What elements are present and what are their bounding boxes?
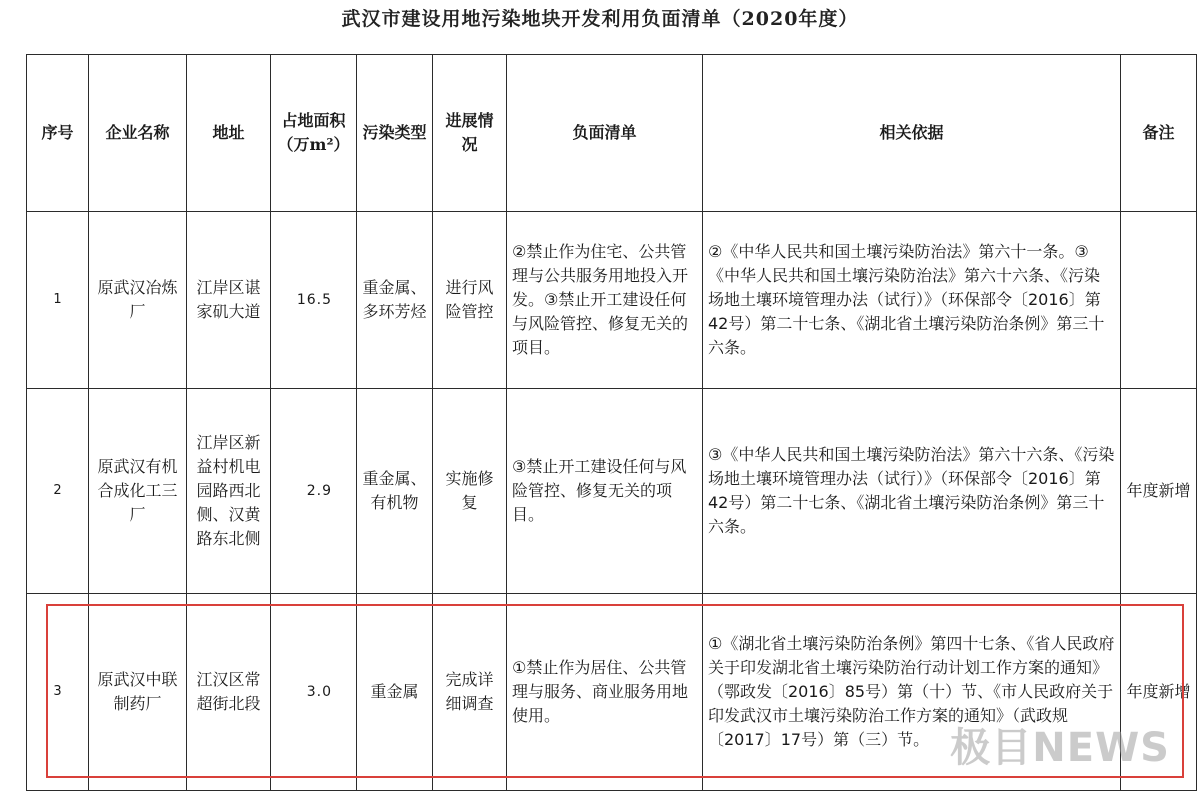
- cell-company: 原武汉有机合成化工三厂: [89, 389, 187, 594]
- cell-area: 16.5: [271, 212, 357, 389]
- cell-progress: 完成详细调查: [433, 594, 507, 791]
- cell-basis: ①《湖北省土壤污染防治条例》第四十七条、《省人民政府关于印发湖北省土壤污染防治行动计划工作方案的通知》（鄂政发〔2016〕85号）第（十）节、《市人民政府关于印发武汉市土壤污染防治工作方案的通知》（武政规〔2017〕17号）第（三）节。: [703, 594, 1121, 791]
- negative-list-table: [26, 54, 1197, 791]
- cell-no: 3: [27, 594, 89, 791]
- cell-company: 原武汉冶炼厂: [89, 212, 187, 389]
- cell-no: 1: [27, 212, 89, 389]
- cell-pollution: 重金属、有机物: [357, 389, 433, 594]
- header-pollution: 污染类型: [357, 55, 433, 212]
- cell-progress: 进行风险管控: [433, 212, 507, 389]
- cell-company: 原武汉中联制药厂: [89, 594, 187, 791]
- cell-negative-list: ②禁止作为住宅、公共管理与公共服务用地投入开发。③禁止开工建设任何与风险管控、修复无关的项目。: [507, 212, 703, 389]
- cell-pollution: 重金属: [357, 594, 433, 791]
- cell-remark: 年度新增: [1121, 594, 1197, 791]
- cell-remark: 年度新增: [1121, 389, 1197, 594]
- table-row: [27, 389, 1197, 594]
- table-row: [27, 212, 1197, 389]
- header-progress: 进展情况: [433, 55, 507, 212]
- cell-progress: 实施修复: [433, 389, 507, 594]
- cell-negative-list: ③禁止开工建设任何与风险管控、修复无关的项目。: [507, 389, 703, 594]
- document-title: 武汉市建设用地污染地块开发利用负面清单（2020年度）: [341, 8, 859, 30]
- header-negative-list: 负面清单: [507, 55, 703, 212]
- cell-address: 江岸区谌家矶大道: [187, 212, 271, 389]
- table-header-row: [27, 55, 1197, 212]
- header-company: 企业名称: [89, 55, 187, 212]
- cell-basis: ③《中华人民共和国土壤污染防治法》第六十六条、《污染场地土壤环境管理办法（试行）》（环保部令〔2016〕第42号）第二十七条、《湖北省土壤污染防治条例》第三十六条。: [703, 389, 1121, 594]
- header-area: 占地面积（万m²）: [271, 55, 357, 212]
- header-address: 地址: [187, 55, 271, 212]
- cell-address: 江岸区新益村机电园路西北侧、汉黄路东北侧: [187, 389, 271, 594]
- cell-area: 2.9: [271, 389, 357, 594]
- cell-negative-list: ①禁止作为居住、公共管理与服务、商业服务用地使用。: [507, 594, 703, 791]
- header-basis: 相关依据: [703, 55, 1121, 212]
- cell-pollution: 重金属、多环芳烃: [357, 212, 433, 389]
- cell-area: 3.0: [271, 594, 357, 791]
- news-watermark: 极目NEWS: [950, 725, 1170, 771]
- cell-address: 江汉区常超街北段: [187, 594, 271, 791]
- cell-basis: ②《中华人民共和国土壤污染防治法》第六十一条。③《中华人民共和国土壤污染防治法》第六十六条、《污染场地土壤环境管理办法（试行）》（环保部令〔2016〕第42号）第二十七条、《湖北省土壤污染防治条例》第三十六条。: [703, 212, 1121, 389]
- cell-remark: [1121, 212, 1197, 389]
- cell-no: 2: [27, 389, 89, 594]
- header-no: 序号: [27, 55, 89, 212]
- header-remark: 备注: [1121, 55, 1197, 212]
